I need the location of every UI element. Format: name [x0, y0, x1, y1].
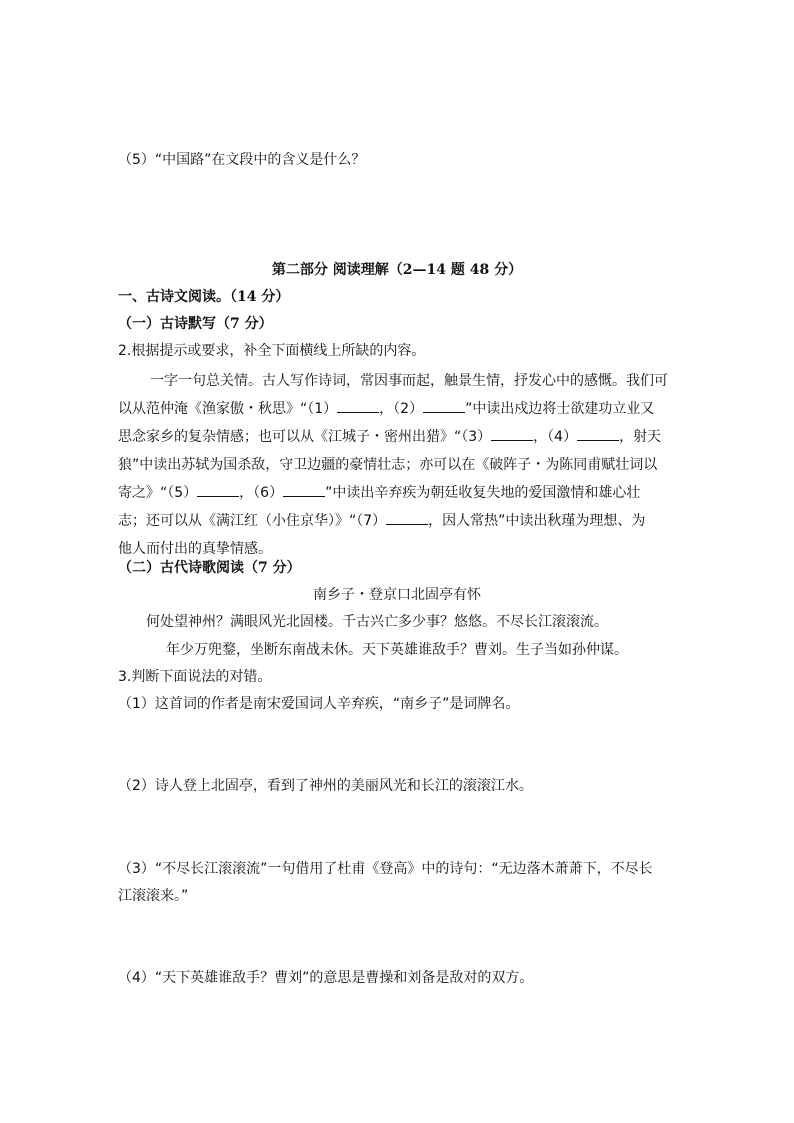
- question-3-2: （2）诗人登上北固亭，看到了神州的美丽风光和长江的滚滚江水。: [118, 778, 533, 794]
- answer-blank[interactable]: [197, 482, 239, 497]
- question-3-4: （4）“天下英雄谁敌手？曹刘”的意思是曹操和刘备是敌对的双方。: [118, 970, 534, 986]
- poem-line-2: 年少万兜鍪，坐断东南战未休。天下英雄谁敌手？曹刘。生子当如孙仲谋。: [166, 642, 628, 658]
- answer-blank[interactable]: [283, 482, 325, 497]
- passage-line: 志；还可以从《满江红（小住京华）》“（7） ，因人常热”中读出秋瑾为理想、为: [118, 507, 678, 535]
- question-3-stem: 3.判断下面说法的对错。: [118, 669, 272, 685]
- question-3-3: （3）“不尽长江滚滚流”一句借用了杜甫《登高》中的诗句：“无边落木萧萧下，不尽长: [118, 861, 653, 877]
- section-title: 第二部分 阅读理解（2—14 题 48 分）: [271, 262, 523, 278]
- answer-blank[interactable]: [423, 398, 465, 413]
- question-2-stem: 2.根据提示或要求，补全下面横线上所缺的内容。: [118, 343, 426, 359]
- answer-blank[interactable]: [491, 426, 533, 441]
- passage-line: 思念家乡的复杂情感；也可以从《江城子・密州出猎》“（3） ，（4） ，射天: [118, 423, 678, 451]
- question-3-3-cont: 江滚滚来。”: [118, 888, 189, 904]
- passage-line: 狼”中读出苏轼为国杀敌，守卫边疆的豪情壮志；亦可以在《破阵子・为陈同甫赋壮词以: [118, 457, 658, 473]
- question-5: （5）“中国路”在文段中的含义是什么？: [118, 152, 366, 168]
- poem-line-1: 何处望神州？满眼风光北固楼。千古兴亡多少事？悠悠。不尽长江滚滚流。: [146, 614, 608, 630]
- answer-blank[interactable]: [337, 398, 379, 413]
- passage-line: 以从范仲淹《渔家傲・秋思》“（1） ，（2） ”中读出戍边将士欲建功立业又: [118, 395, 678, 423]
- passage-line: 一字一句总关情。古人写作诗词，常因事而起，触景生情，抒发心中的感慨。我们可: [150, 373, 668, 389]
- question-3-1: （1）这首词的作者是南宋爱国词人辛弃疾，“南乡子”是词牌名。: [118, 696, 520, 712]
- sub1-heading: （一）古诗默写（7 分）: [118, 316, 273, 332]
- answer-blank[interactable]: [386, 510, 428, 525]
- sub2-heading: （二）古代诗歌阅读（7 分）: [118, 560, 301, 576]
- poem-title: 南乡子・登京口北固亭有怀: [313, 587, 481, 603]
- passage-line: 他人而付出的真挚情感。: [118, 541, 272, 557]
- passage-line: 寄之》“（5） ，（6） ”中读出辛弃疾为朝廷收复失地的爱国激情和雄心壮: [118, 479, 678, 507]
- answer-blank[interactable]: [577, 426, 619, 441]
- fill-in-passage: [118, 367, 678, 563]
- part1-heading: 一、古诗文阅读。（14 分）: [118, 289, 290, 305]
